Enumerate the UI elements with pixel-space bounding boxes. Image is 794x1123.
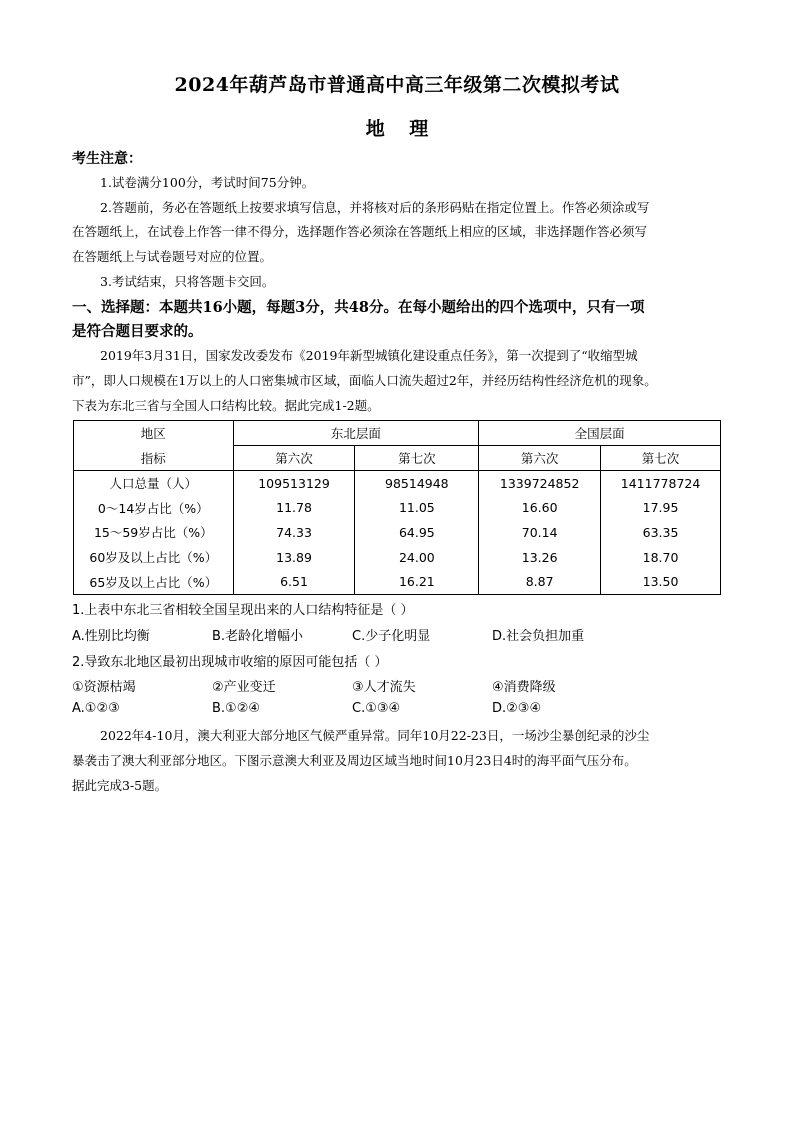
cell: 13.50 — [601, 569, 721, 594]
passage-1-line-2: 市”，即人口规模在1万以上的人口密集城市区域，面临人口流失超过2年，并经历结构性经济危机的现象。 — [72, 373, 657, 388]
table-row — [74, 545, 721, 570]
cell: 13.89 — [233, 545, 355, 570]
notice-item-2-line-3: 在答题纸上与试卷题号对应的位置。 — [72, 249, 273, 264]
table-header-row-1 — [74, 421, 721, 446]
header-sixth-ne: 第六次 — [233, 446, 355, 471]
header-seventh-ne: 第七次 — [355, 446, 479, 471]
cell: 64.95 — [355, 520, 479, 545]
header-sixth-cn: 第六次 — [479, 446, 601, 471]
notice-item-1: 1.试卷满分100分，考试时间75分钟。 — [100, 175, 315, 190]
cell: 70.14 — [479, 520, 601, 545]
q2-item-1: ①资源枯竭 — [72, 680, 136, 695]
passage-1-line-3: 下表为东北三省与全国人口结构比较。据此完成1-2题。 — [72, 398, 380, 413]
section-heading-line-2: 是符合题目要求的。 — [72, 323, 203, 340]
cell: 18.70 — [601, 545, 721, 570]
cell: 16.60 — [479, 496, 601, 521]
subject-title: 地 理 — [365, 118, 429, 140]
section-heading-line-1: 一、选择题：本题共16小题，每题3分，共48分。在每小题给出的四个选项中，只有一项 — [72, 299, 645, 316]
cell: 24.00 — [355, 545, 479, 570]
notice-item-2-line-1: 2.答题前，务必在答题纸上按要求填写信息，并将核对后的条形码贴在指定位置上。作答必须涂或写 — [100, 200, 650, 215]
question-2-options — [72, 701, 722, 721]
q2-option-a[interactable]: A.①②③ — [72, 701, 120, 716]
q2-option-c[interactable]: C.①③④ — [352, 701, 401, 716]
q2-item-4: ④消费降级 — [492, 680, 556, 695]
notice-heading: 考生注意： — [72, 151, 142, 167]
notice-item-2-line-2: 在答题纸上，在试卷上作答一律不得分，选择题作答必须涂在答题纸上相应的区域，非选择题作答必须写 — [72, 224, 648, 239]
q1-option-b[interactable]: B.老龄化增幅小 — [212, 629, 304, 644]
table-header-row-2 — [74, 446, 721, 471]
exam-title: 2024年葫芦岛市普通高中高三年级第二次模拟考试 — [174, 74, 620, 96]
row-label: 人口总量（人） — [74, 471, 234, 496]
q2-item-3: ③人才流失 — [352, 680, 416, 695]
passage-2-line-1: 2022年4-10月，澳大利亚大部分地区气候严重异常。同年10月22-23日，一场沙尘暴创纪录的沙尘 — [100, 728, 650, 743]
q1-option-a[interactable]: A.性别比均衡 — [72, 629, 150, 644]
population-table — [73, 420, 721, 595]
cell: 17.95 — [601, 496, 721, 521]
table-row — [74, 471, 721, 496]
q1-option-c[interactable]: C.少子化明显 — [352, 629, 431, 644]
row-label: 15～59岁占比（%） — [74, 520, 234, 545]
cell: 16.21 — [355, 569, 479, 594]
question-1-options — [72, 625, 722, 645]
header-seventh-cn: 第七次 — [601, 446, 721, 471]
header-national: 全国层面 — [479, 421, 721, 446]
passage-2-line-3: 据此完成3-5题。 — [72, 778, 168, 793]
cell: 98514948 — [355, 471, 479, 496]
cell: 6.51 — [233, 569, 355, 594]
header-region: 地区 — [74, 421, 234, 446]
cell: 109513129 — [233, 471, 355, 496]
cell: 13.26 — [479, 545, 601, 570]
row-label: 60岁及以上占比（%） — [74, 545, 234, 570]
question-1-stem: 1.上表中东北三省相较全国呈现出来的人口结构特征是（ ） — [72, 603, 414, 618]
question-2-items — [72, 676, 722, 696]
question-2-stem: 2.导致东北地区最初出现城市收缩的原因可能包括（ ） — [72, 655, 388, 670]
table-row — [74, 569, 721, 594]
cell: 1339724852 — [479, 471, 601, 496]
q1-option-d[interactable]: D.社会负担加重 — [492, 629, 585, 644]
row-label: 0～14岁占比（%） — [74, 496, 234, 521]
header-northeast: 东北层面 — [233, 421, 479, 446]
row-label: 65岁及以上占比（%） — [74, 569, 234, 594]
header-indicator: 指标 — [74, 446, 234, 471]
cell: 74.33 — [233, 520, 355, 545]
table-row — [74, 520, 721, 545]
cell: 11.05 — [355, 496, 479, 521]
q2-option-b[interactable]: B.①②④ — [212, 701, 261, 716]
q2-option-d[interactable]: D.②③④ — [492, 701, 542, 716]
table-row — [74, 496, 721, 521]
passage-2-line-2: 暴袭击了澳大利亚部分地区。下图示意澳大利亚及周边区域当地时间10月23日4时的海平面气压分布。 — [72, 753, 637, 768]
cell: 11.78 — [233, 496, 355, 521]
cell: 8.87 — [479, 569, 601, 594]
cell: 63.35 — [601, 520, 721, 545]
cell: 1411778724 — [601, 471, 721, 496]
q2-item-2: ②产业变迁 — [212, 680, 276, 695]
passage-1-line-1: 2019年3月31日，国家发改委发布《2019年新型城镇化建设重点任务》，第一次提到了“收缩型城 — [100, 348, 638, 363]
notice-item-3: 3.考试结束，只将答题卡交回。 — [100, 274, 275, 289]
